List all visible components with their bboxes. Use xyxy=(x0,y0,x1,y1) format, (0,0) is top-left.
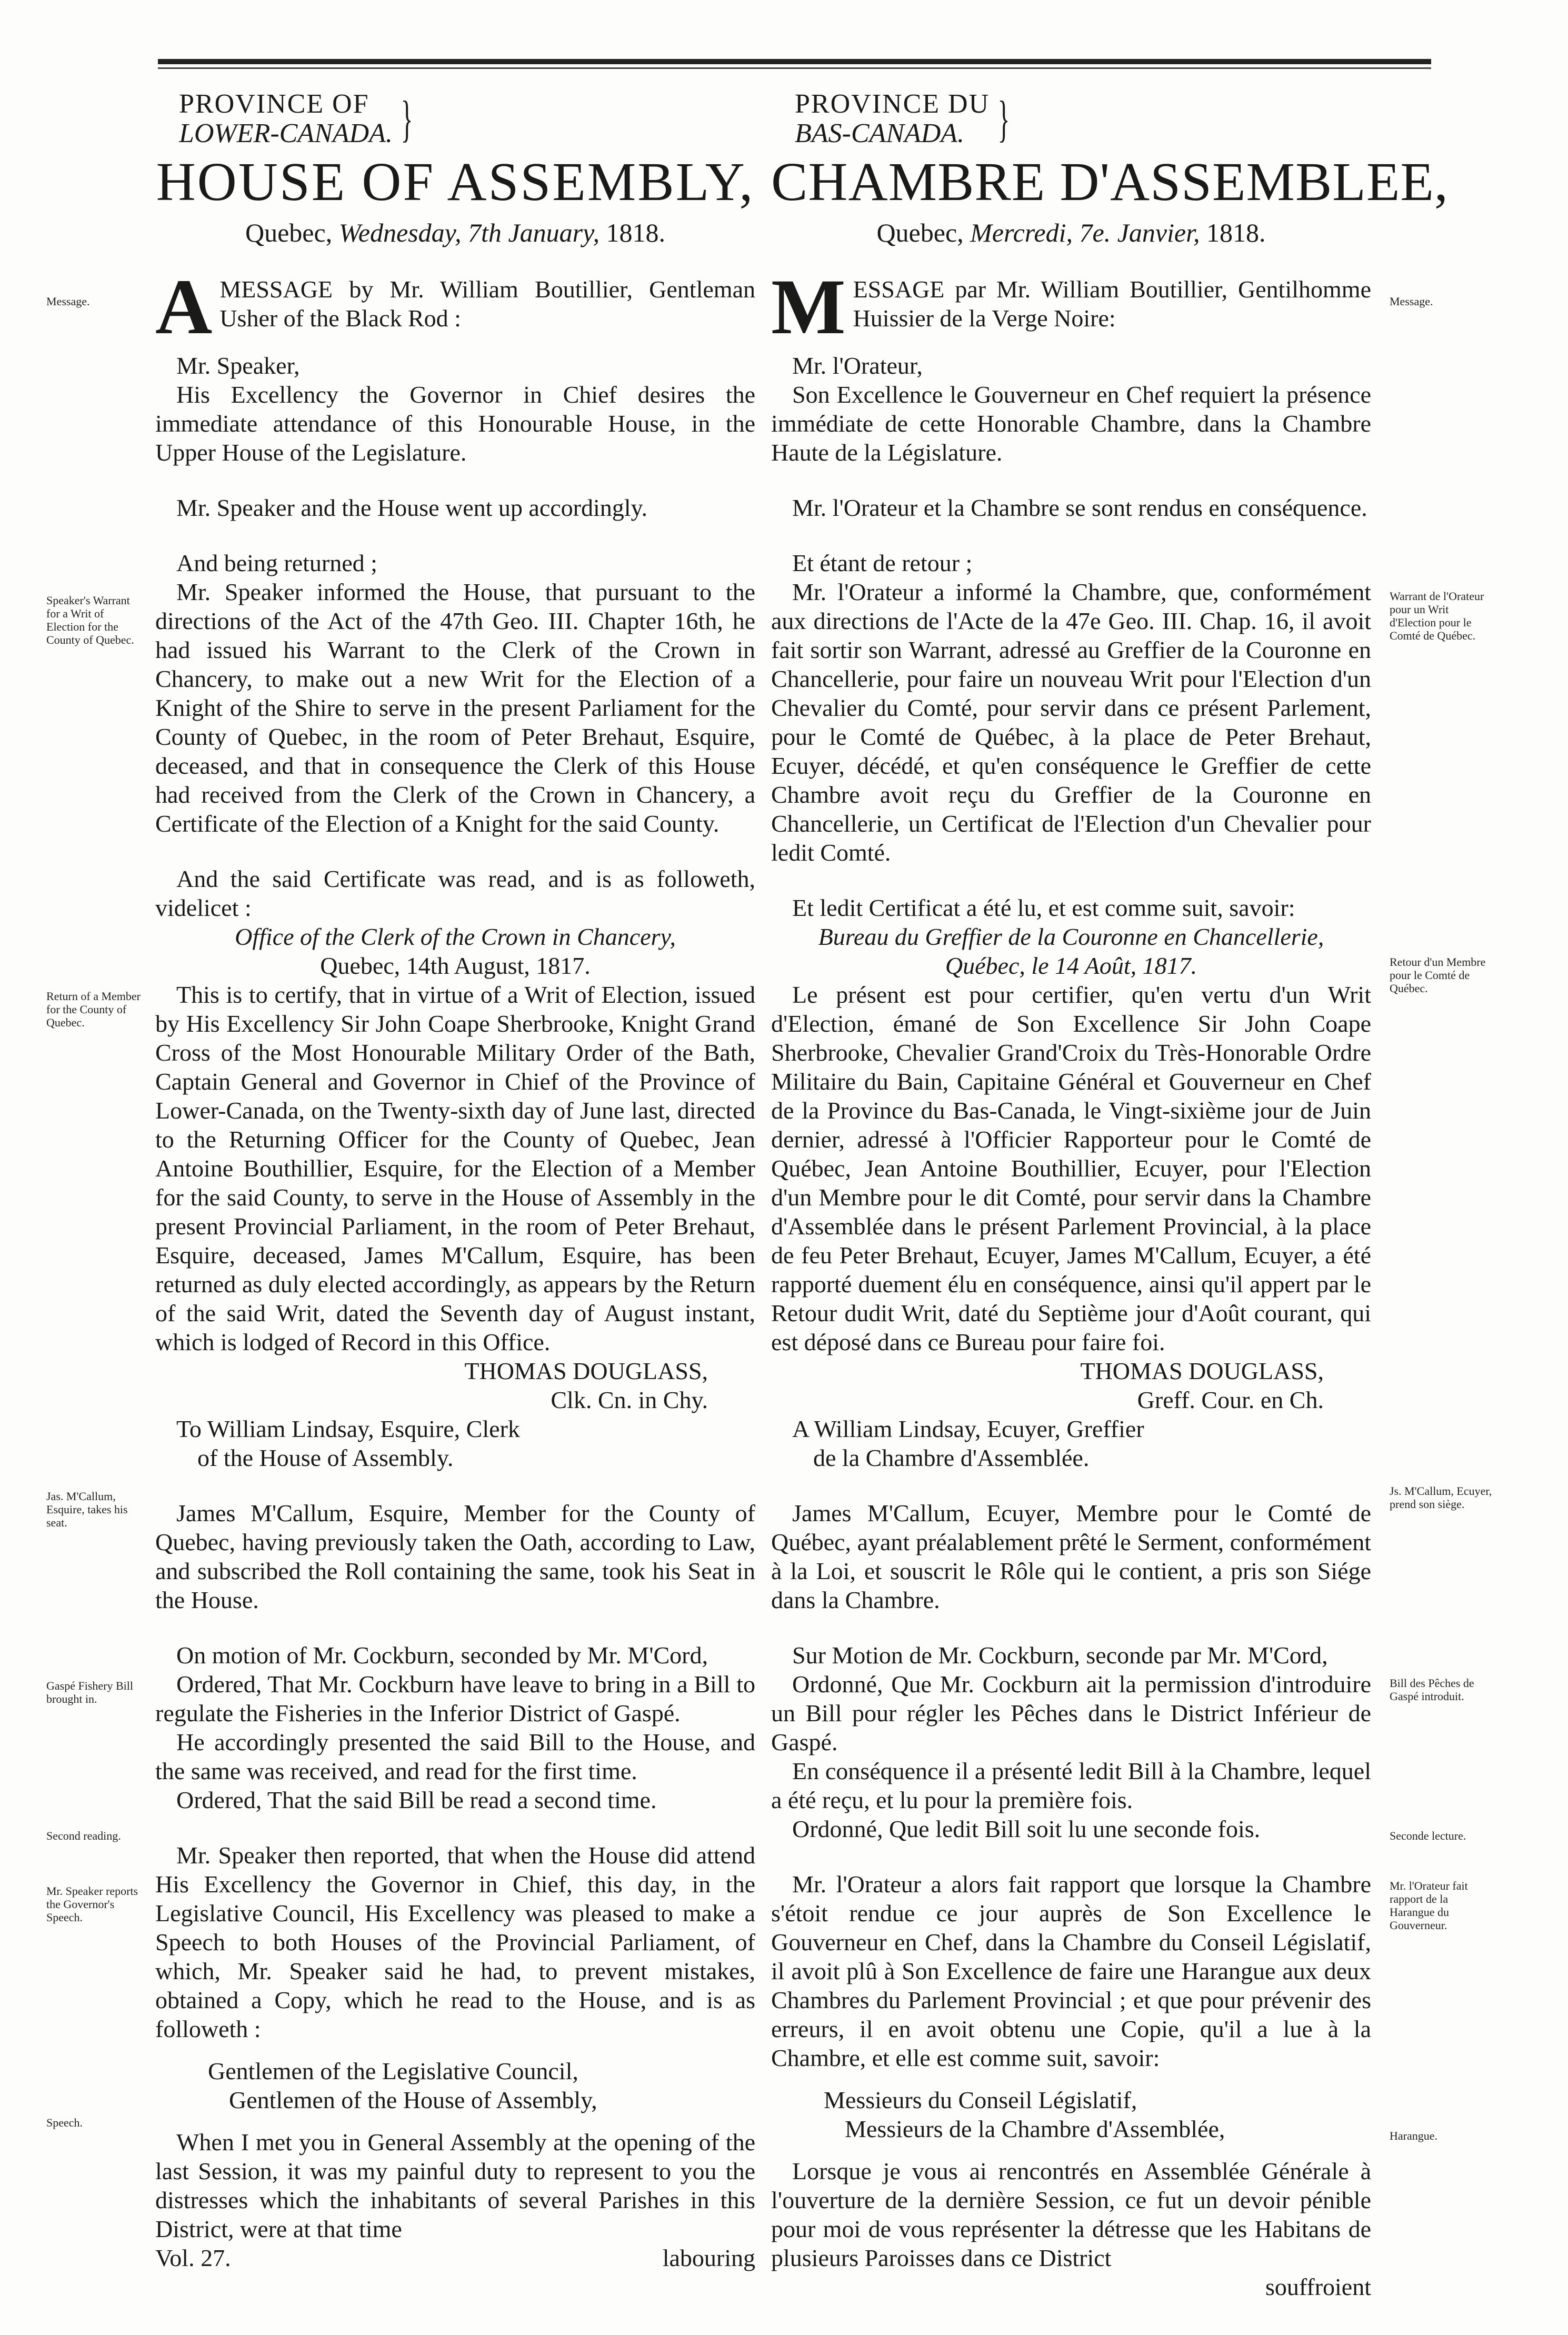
dateline-year-en: 1818. xyxy=(606,218,665,247)
brace: } xyxy=(997,91,1010,147)
salutation1-en: Gentlemen of the Legislative Council, xyxy=(208,2058,578,2084)
dateline-fr xyxy=(771,217,1371,248)
message-paragraph-fr xyxy=(771,263,1371,351)
office-heading-en: Office of the Clerk of the Crown in Chancery, xyxy=(235,923,676,950)
signature-title-fr: Greff. Cour. en Ch. xyxy=(1137,1386,1324,1413)
catchword-en: labouring xyxy=(662,2244,755,2271)
dropcap-fr: M xyxy=(771,263,846,351)
dateline-en xyxy=(155,217,755,248)
margin-note-speech: Speech. xyxy=(46,2116,83,2129)
dateline-date-fr: Mercredi, 7e. Janvier, xyxy=(970,218,1200,247)
addressee-line1-fr: A William Lindsay, Ecuyer, Greffier xyxy=(792,1415,1144,1442)
office-date-en: Quebec, 14th August, 1817. xyxy=(320,952,591,979)
ordered-second-reading-fr: Ordonné, Que ledit Bill soit lu une seconde fois. xyxy=(792,1815,1261,1842)
margin-note-speakers-report-fr: Mr. l'Orateur fait rapport de la Harangue du Gouverneur. xyxy=(1390,1879,1468,1932)
addressee-line1-en: To William Lindsay, Esquire, Clerk xyxy=(176,1415,520,1442)
signature-title-en: Clk. Cn. in Chy. xyxy=(551,1386,708,1413)
catchword-fr: souffroient xyxy=(1265,2273,1371,2300)
speaker-report-fr: Mr. l'Orateur a alors fait rapport que lorsque la Chambre s'étoit rendue ce jour auprès de Son Excellence le Gouverneur en Chef, dans la Chambre du Conseil Législatif, il avoit plû à Son Excellence de faire une Harangue aux deux Chambres du Parlement Provincial ; et que pour prévenir des erreurs, il en avoit obtenu une Copie, qu'il a lue à la Chambre, et elle est comme suit, savoir: xyxy=(771,1871,1371,2071)
returned-en: And being returned ; xyxy=(176,550,377,576)
dateline-year-fr: 1818. xyxy=(1206,218,1266,247)
salutation2-fr: Messieurs de la Chambre d'Assemblée, xyxy=(845,2116,1225,2142)
mccallum-seat-fr: James M'Callum, Ecuyer, Membre pour le Comté de Québec, ayant préalablement prêté le Serment, conformément à la Loi, et souscrit le Rôle qui le contient, a pris son Siége dans la Chambre. xyxy=(771,1500,1371,1613)
margin-note-speech-fr: Harangue. xyxy=(1390,2129,1438,2142)
margin-note-gaspe-fr: Bill des Pêches de Gaspé introduit. xyxy=(1390,1677,1474,1703)
ordered-bill-fr: Ordonné, Que Mr. Cockburn ait la permission d'introduire un Bill pour régler les Pêches dans le District Inférieur de Gaspé. xyxy=(771,1671,1371,1755)
message-text-en: MESSAGE by Mr. William Boutillier, Gentleman Usher of the Black Rod : xyxy=(219,276,755,332)
margin-note-return: Return of a Member for the County of Quebec. xyxy=(46,990,141,1029)
speech-text-fr: Lorsque je vous ai rencontrés en Assemblée Générale à l'ouverture de la dernière Session, ce fut un devoir pénible pour moi de vous représenter la détresse que les Habitans de plusieurs Paroisses dans ce District xyxy=(771,2158,1371,2271)
margin-note-second-reading: Second reading. xyxy=(46,1829,121,1842)
dropcap-en: A xyxy=(155,263,213,351)
house-title-en: HOUSE OF ASSEMBLY, xyxy=(156,152,755,212)
dateline-date-en: Wednesday, 7th January, xyxy=(338,218,600,247)
governor-request-en: His Excellency the Governor in Chief desires the immediate attendance of this Honourable House, in the Upper House of the Legislature. xyxy=(155,381,755,466)
margin-note-message: Message. xyxy=(46,295,90,308)
office-heading-fr: Bureau du Greffier de la Couronne en Chancellerie, xyxy=(818,923,1324,950)
addressee-line2-en: of the House of Assembly. xyxy=(197,1444,454,1471)
province-line2-en: LOWER-CANADA. xyxy=(179,118,393,148)
speaker-address-en: Mr. Speaker, xyxy=(176,352,300,379)
motion-fr: Sur Motion de Mr. Cockburn, seconde par Mr. M'Cord, xyxy=(792,1642,1328,1669)
margin-note-second-reading-fr: Seconde lecture. xyxy=(1390,1829,1466,1842)
bill-presented-en: He accordingly presented the said Bill to the House, and the same was received, and read for the first time. xyxy=(155,1729,755,1784)
province-heading-en xyxy=(179,89,755,148)
bill-presented-fr: En conséquence il a présenté ledit Bill à la Chambre, lequel a été reçu, et lu pour la première fois. xyxy=(771,1758,1371,1813)
certificate-text-fr: Le présent est pour certifier, qu'en vertu d'un Writ d'Election, émané de Son Excellence Sir John Coape Sherbrooke, Chevalier Grand'Croix du Très-Honorable Ordre Militaire du Bain, Capitaine Général et Gouverneur en Chef de la Province du Bas-Canada, le Vingt-sixième jour de Juin dernier, adressé à l'Officier Rapporteur pour le Comté de Québec, Jean Antoine Bouthillier, Ecuyer, pour l'Election d'un Membre pour le dit Comté, pour servir dans la Chambre d'Assemblée dans le présent Parlement Provincial, à la place de feu Peter Brehaut, Ecuyer, James M'Callum, Ecuyer, a été rapporté duement élu en conséquence, ainsi qu'il appert par le Retour dudit Writ, daté du Septième jour d'Août courant, qui est déposé dans ce Bureau pour faire foi. xyxy=(771,981,1371,1355)
province-line1-fr: PROVINCE DU xyxy=(795,89,990,119)
speech-text-en: When I met you in General Assembly at the opening of the last Session, it was my painful duty to represent to you the distresses which the inhabitants of several Parishes in this District, were at that time xyxy=(155,2129,755,2242)
signature-name-en: THOMAS DOUGLASS, xyxy=(464,1358,708,1384)
certificate-read-fr: Et ledit Certificat a été lu, et est comme suit, savoir: xyxy=(792,894,1295,921)
went-up-fr: Mr. l'Orateur et la Chambre se sont rendus en conséquence. xyxy=(792,494,1367,521)
speaker-informed-fr: Mr. l'Orateur a informé la Chambre, que, conformément aux directions de l'Acte de la 47e Geo. III. Chap. 16, il avoit fait sortir son Warrant, adressé au Greffier de la Couronne en Chancellerie, pour faire un nouveau Writ pour l'Election d'un Chevalier du Comté, pour servir dans ce présent Parlement, pour le Comté de Québec, à la place de Peter Brehaut, Ecuyer, décédé, et qu'en conséquence le Greffier de cette Chambre avoit reçu du Greffier de la Couronne en Chancellerie, un Certificat de l'Election d'un Chevalier pour ledit Comté. xyxy=(771,578,1371,866)
english-column xyxy=(155,89,755,2272)
ordered-bill-en: Ordered, That Mr. Cockburn have leave to bring in a Bill to regulate the Fisheries in the Inferior District of Gaspé. xyxy=(155,1671,755,1727)
salutation1-fr: Messieurs du Conseil Législatif, xyxy=(824,2087,1137,2113)
certificate-text-en: This is to certify, that in virtue of a Writ of Election, issued by His Excellency Sir John Coape Sherbrooke, Knight Grand Cross of the Most Honourable Military Order of the Bath, Captain General and Governor in Chief of the Province of Lower-Canada, on the Twenty-sixth day of June last, directed to the Returning Officer for the County of Quebec, Jean Antoine Bouthillier, Esquire, for the Election of a Member for the said County, to serve in the House of Assembly in the present Provincial Parliament, in the room of Peter Brehaut, Esquire, deceased, James M'Callum, Esquire, has been returned as duly elected accordingly, as appears by the Return of the said Writ, dated the Seventh day of August instant, which is lodged of Record in this Office. xyxy=(155,981,755,1355)
margin-note-message-fr: Message. xyxy=(1390,295,1433,308)
volume-number: Vol. 27. xyxy=(155,2244,231,2271)
margin-note-speakers-report: Mr. Speaker reports the Governor's Speech. xyxy=(46,1884,138,1924)
house-title-fr: CHAMBRE D'ASSEMBLEE, xyxy=(771,152,1449,212)
salutation2-en: Gentlemen of the House of Assembly, xyxy=(229,2087,597,2113)
ordered-second-reading-en: Ordered, That the said Bill be read a second time. xyxy=(176,1787,657,1813)
margin-note-mccallum-fr: Js. M'Callum, Ecuyer, prend son siège. xyxy=(1390,1484,1492,1511)
margin-note-warrant-fr: Warrant de l'Orateur pour un Writ d'Election pour le Comté de Québec. xyxy=(1390,590,1484,642)
message-paragraph-en xyxy=(155,263,755,351)
margin-note-speakers-warrant: Speaker's Warrant for a Writ of Election for the County of Quebec. xyxy=(46,594,134,646)
page-footer-en xyxy=(155,2243,755,2272)
province-line2-fr: BAS-CANADA. xyxy=(795,118,965,148)
margin-note-gaspe: Gaspé Fishery Bill brought in. xyxy=(46,1679,133,1705)
margin-note-mccallum: Jas. M'Callum, Esquire, takes his seat. xyxy=(46,1490,128,1529)
office-date-fr: Québec, le 14 Août, 1817. xyxy=(945,952,1197,979)
signature-name-fr: THOMAS DOUGLASS, xyxy=(1080,1358,1324,1384)
motion-en: On motion of Mr. Cockburn, seconded by Mr. M'Cord, xyxy=(176,1642,708,1669)
mccallum-seat-en: James M'Callum, Esquire, Member for the County of Quebec, having previously taken the Oath, according to Law, and subscribed the Roll containing the same, took his Seat in the House. xyxy=(155,1500,755,1613)
went-up-en: Mr. Speaker and the House went up accordingly. xyxy=(176,494,648,521)
brace: } xyxy=(401,91,413,147)
returned-fr: Et étant de retour ; xyxy=(792,550,973,576)
margin-note-return-fr: Retour d'un Membre pour le Comté de Québec. xyxy=(1390,955,1486,995)
speaker-informed-en: Mr. Speaker informed the House, that pursuant to the directions of the Act of the 47th Geo. III. Chapter 16th, he had issued his Warrant to the Clerk of the Crown in Chancery, to make out a new Writ for the Election of a Knight of the Shire to serve in the present Parliament for the County of Quebec, in the room of Peter Brehaut, Esquire, deceased, and that in consequence the Clerk of this House had received from the Clerk of the Crown in Chancery, a Certificate of the Election of a Knight for the said County. xyxy=(155,578,755,837)
addressee-line2-fr: de la Chambre d'Assemblée. xyxy=(813,1444,1090,1471)
province-heading-fr xyxy=(795,89,1371,148)
top-rule xyxy=(158,59,1431,64)
dateline-city-en: Quebec, xyxy=(245,218,333,247)
message-text-fr: ESSAGE par Mr. William Boutillier, Gentilhomme Huissier de la Verge Noire: xyxy=(853,276,1371,332)
governor-request-fr: Son Excellence le Gouverneur en Chef requiert la présence immédiate de cette Honorable Chambre, dans la Chambre Haute de la Législature. xyxy=(771,381,1371,466)
dateline-city-fr: Quebec, xyxy=(876,218,964,247)
certificate-read-en: And the said Certificate was read, and is as followeth, videlicet : xyxy=(155,865,755,921)
page-footer-fr xyxy=(771,2272,1371,2301)
speaker-report-en: Mr. Speaker then reported, that when the House did attend His Excellency the Governor in Chief, this day, in the Legislative Council, His Excellency was pleased to make a Speech to both Houses of the Provincial Parliament, of which, Mr. Speaker said he had, to prevent mistakes, obtained a Copy, which he read to the House, and is as followeth : xyxy=(155,1842,755,2042)
top-rule-thin xyxy=(158,67,1431,69)
province-line1-en: PROVINCE OF xyxy=(179,89,369,119)
speaker-address-fr: Mr. l'Orateur, xyxy=(792,352,923,379)
